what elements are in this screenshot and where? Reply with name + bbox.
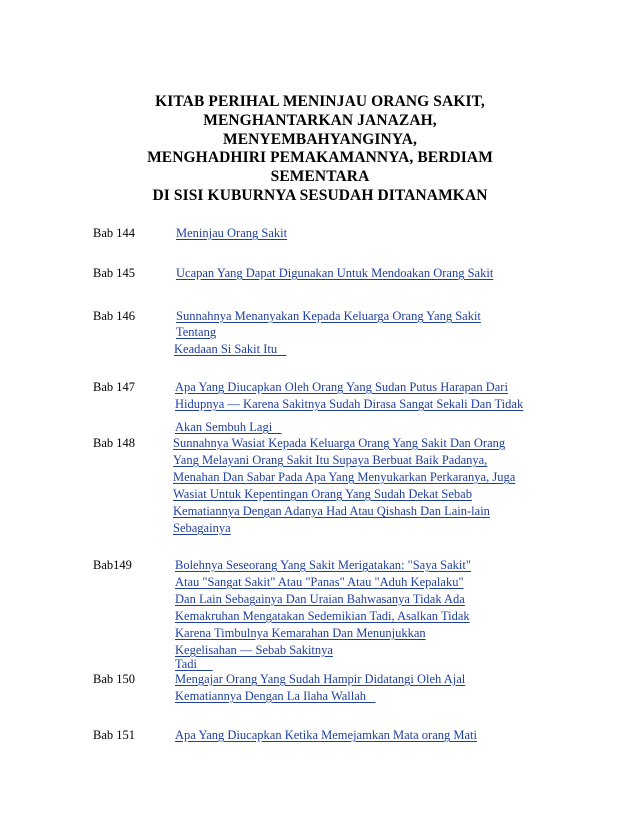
bab-number: Bab 146	[93, 309, 136, 323]
toc-link-bab-146[interactable]: Keadaan Si Sakit Itu	[174, 342, 287, 356]
toc-link-bab-150[interactable]: Kematiannya Dengan La Ilaha Wallah	[175, 689, 376, 703]
bab-number: Bab 147	[93, 380, 136, 394]
bab-number: Bab 144	[93, 226, 136, 240]
bab-number: Bab 150	[93, 672, 136, 686]
toc-link-bab-149[interactable]: Kegelisahan — Sebab Sakitnya	[175, 643, 333, 657]
chapter-title	[90, 93, 550, 206]
toc-link-bab-151[interactable]: Apa Yang Diucapkan Ketika Memejamkan Mata orang Mati	[175, 728, 478, 742]
bab-number: Bab149	[93, 558, 132, 572]
toc-link-bab-145[interactable]: Ucapan Yang Dapat Digunakan Untuk Mendoakan Orang Sakit	[176, 266, 494, 280]
toc-link-bab-147[interactable]: Akan Sembuh Lagi	[175, 420, 282, 434]
title-line: MENGHANTARKAN JANAZAH,	[203, 111, 437, 129]
bab-number: Bab 151	[93, 728, 136, 742]
title-line: MENYEMBAHYANGINYA,	[223, 130, 417, 148]
toc-link-bab-149[interactable]: Dan Lain Sebagainya Dan Uraian Bahwasanya Tidak Ada	[175, 592, 465, 606]
toc-link-bab-149[interactable]: Tadi	[175, 657, 213, 671]
toc-link-bab-150[interactable]: Mengajar Orang Yang Sudah Hampir Didatangi Oleh Ajal	[175, 672, 466, 686]
bab-number: Bab 148	[93, 436, 136, 450]
bab-number: Bab 145	[93, 266, 136, 280]
title-line: SEMENTARA	[270, 168, 370, 186]
toc-link-bab-148[interactable]: Kematiannya Dengan Adanya Had Atau Qishash Dan Lain-lain	[173, 504, 490, 518]
toc-link-bab-148[interactable]: Menahan Dan Sabar Pada Apa Yang Menyukarkan Perkaranya, Juga	[173, 470, 516, 484]
toc-link-bab-146[interactable]: Sunnahnya Menanyakan Kepada Keluarga Orang Yang Sakit	[176, 309, 481, 323]
toc-link-bab-148[interactable]: Sunnahnya Wasiat Kepada Keluarga Orang Yang Sakit Dan Orang	[173, 436, 506, 450]
toc-link-bab-148[interactable]: Wasiat Untuk Kepentingan Orang Yang Sudah Dekat Sebab	[173, 487, 472, 501]
toc-link-bab-148[interactable]: Sebagainya	[173, 521, 231, 535]
toc-link-bab-147[interactable]: Apa Yang Diucapkan Oleh Orang Yang Sudan Putus Harapan Dari	[175, 380, 508, 394]
toc-link-bab-148[interactable]: Yang Melayani Orang Sakit Itu Supaya Berbuat Baik Padanya,	[173, 453, 488, 467]
toc-link-bab-144[interactable]: Meninjau Orang Sakit	[176, 226, 288, 240]
toc-link-bab-149[interactable]: Bolehnya Seseorang Yang Sakit Merigatakan: "Saya Sakit"	[175, 558, 471, 572]
toc-link-bab-149[interactable]: Kemakruhan Mengatakan Sedemikian Tadi, Asalkan Tidak	[175, 609, 470, 623]
title-line: MENGHADHIRI PEMAKAMANNYA, BERDIAM	[147, 149, 493, 167]
toc-link-bab-149[interactable]: Atau "Sangat Sakit" Atau "Panas" Atau "Aduh Kepalaku"	[175, 575, 464, 589]
title-line: DI SISI KUBURNYA SESUDAH DITANAMKAN	[152, 186, 488, 204]
toc-link-bab-149[interactable]: Karena Timbulnya Kemarahan Dan Menunjukkan	[175, 626, 426, 640]
title-line: KITAB PERIHAL MENINJAU ORANG SAKIT,	[155, 93, 485, 110]
toc-link-bab-147[interactable]: Hidupnya — Karena Sakitnya Sudah Dirasa Sangat Sekali Dan Tidak	[175, 397, 524, 411]
toc-link-bab-146[interactable]: Tentang	[176, 325, 217, 339]
